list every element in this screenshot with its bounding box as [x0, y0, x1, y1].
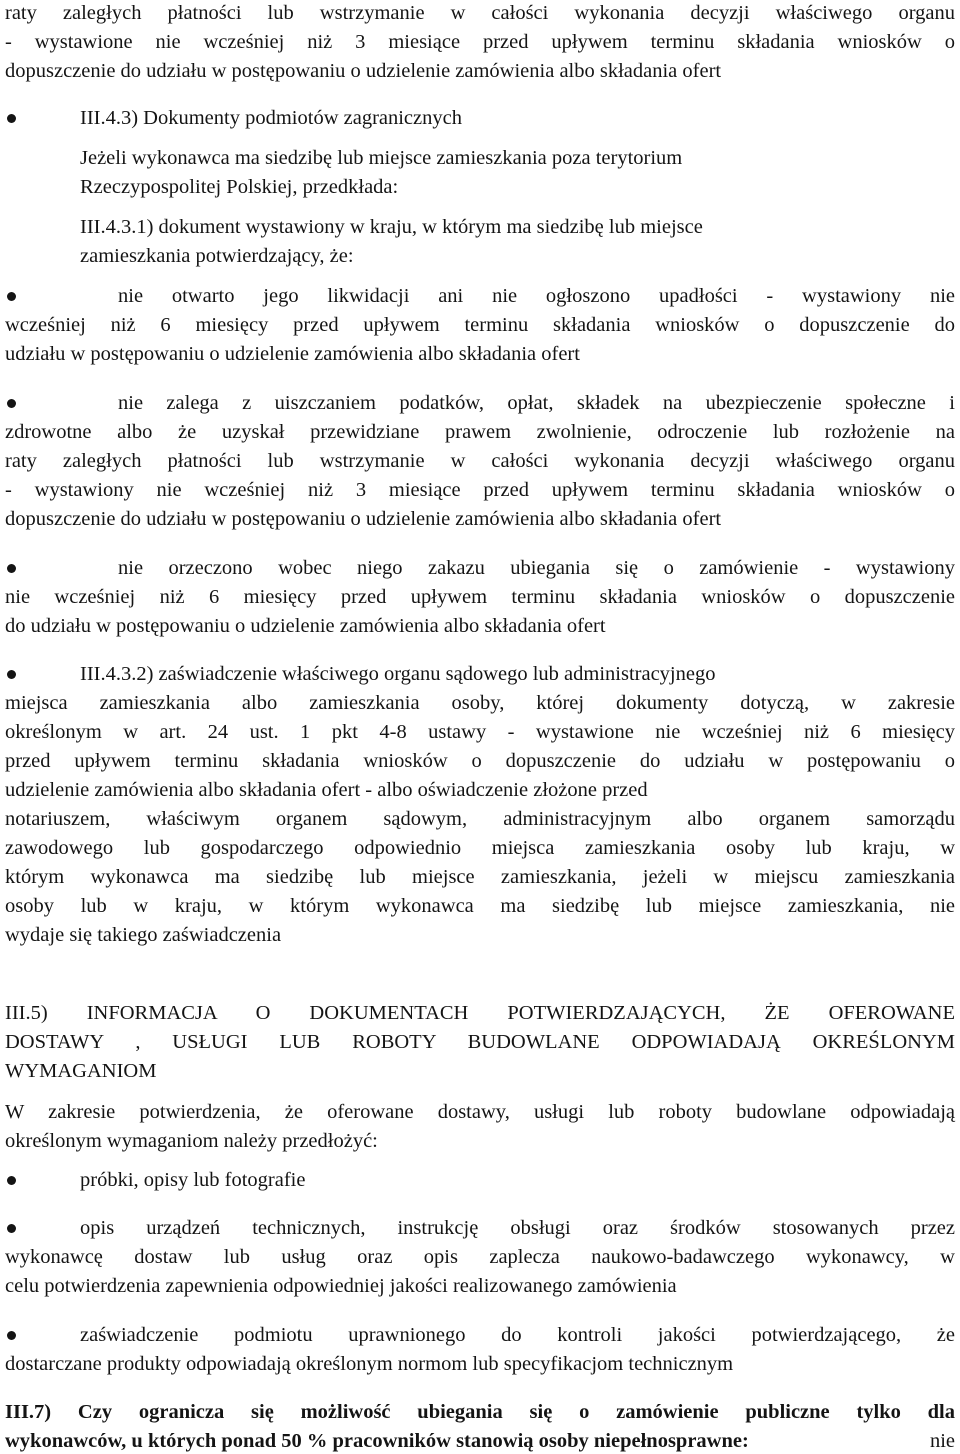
section-heading: wykonawców, u których ponad 50 % pracowników stanowią osoby niepełnosprawne:	[5, 1430, 749, 1452]
text-line: wykonawcę dostaw lub usług oraz opis zaplecza naukowo-badawczego wykonawcy, w	[5, 1246, 955, 1268]
text-line: którym wykonawca ma siedzibę lub miejsce zamieszkania, jeżeli w miejscu zamieszkania	[5, 866, 955, 888]
text-line: dopuszczenie do udziału w postępowaniu o udzielenie zamówienia albo składania ofert	[5, 508, 722, 530]
text-line: miejsca zamieszkania albo zamieszkania osoby, której dokumenty dotyczą, w zakresie	[5, 692, 955, 714]
text-line: do udziału w postępowaniu o udzielenie zamówienia albo składania ofert	[5, 615, 606, 637]
text-line: W zakresie potwierdzenia, że oferowane dostawy, usługi lub roboty budowlane odpowiadają	[5, 1101, 955, 1123]
text-line: określonym wymaganiom należy przedłożyć:	[5, 1130, 378, 1152]
text-line: dopuszczenie do udziału w postępowaniu o udzielenie zamówienia albo składania ofert	[5, 60, 722, 82]
text-line: zawodowego lub gospodarczego odpowiednio miejsca zamieszkania osoby lub kraju, w	[5, 837, 955, 859]
text-line: zdrowotne albo że uzyskał przewidziane prawem zwolnienie, odroczenie lub rozłożenie na	[5, 421, 955, 443]
list-item-first-line: zaświadczenie podmiotu uprawnionego do kontroli jakości potwierdzającego, że	[80, 1324, 955, 1346]
list-item-first-line: opis urządzeń technicznych, instrukcję obsługi oraz środków stosowanych przez	[80, 1217, 955, 1239]
section-heading: WYMAGANIOM	[5, 1060, 157, 1082]
text-line: osoby lub w kraju, w którym wykonawca ma siedzibę lub miejsce zamieszkania, nie	[5, 895, 955, 917]
bullet-icon	[7, 1176, 16, 1185]
text-line: Rzeczypospolitej Polskiej, przedkłada:	[80, 176, 399, 198]
section-heading: III.4.3) Dokumenty podmiotów zagranicznych	[80, 107, 462, 129]
text-line: nie wcześniej niż 6 miesięcy przed upływem terminu składania wniosków o dopuszczenie	[5, 586, 955, 608]
text-line: - wystawione nie wcześniej niż 3 miesiące przed upływem terminu składania wniosków o	[5, 31, 955, 53]
text-line: udziału w postępowaniu o udzielenie zamówienia albo składania ofert	[5, 343, 580, 365]
list-item-first-line: nie otwarto jego likwidacji ani nie ogłoszono upadłości - wystawiony nie	[118, 285, 955, 307]
list-item-first-line: III.4.3.2) zaświadczenie właściwego organu sądowego lub administracyjnego	[80, 663, 716, 685]
text-line: zamieszkania potwierdzający, że:	[80, 245, 354, 267]
bullet-icon	[7, 1224, 16, 1233]
list-item-first-line: próbki, opisy lub fotografie	[80, 1169, 306, 1191]
text-line: raty zaległych płatności lub wstrzymanie w całości wykonania decyzji właściwego organu	[5, 450, 955, 472]
text-line: przed upływem terminu składania wniosków o dopuszczenie do udziału w postępowaniu o	[5, 750, 955, 772]
text-line: - wystawiony nie wcześniej niż 3 miesiące przed upływem terminu składania wniosków o	[5, 479, 955, 501]
section-heading: III.5) INFORMACJA O DOKUMENTACH POTWIERDZAJĄCYCH, ŻE OFEROWANE	[5, 1002, 955, 1024]
bullet-icon	[7, 292, 16, 301]
answer-value: nie	[929, 1430, 955, 1452]
bullet-icon	[7, 564, 16, 573]
bullet-icon	[7, 670, 16, 679]
text-line: Jeżeli wykonawca ma siedzibę lub miejsce zamieszkania poza terytorium	[80, 147, 683, 169]
text-line: raty zaległych płatności lub wstrzymanie w całości wykonania decyzji właściwego organu	[5, 2, 955, 24]
bullet-icon	[7, 114, 16, 123]
text-line: określonym w art. 24 ust. 1 pkt 4-8 ustawy - wystawione nie wcześniej niż 6 miesięcy	[5, 721, 955, 743]
text-line: III.4.3.1) dokument wystawiony w kraju, w którym ma siedzibę lub miejsce	[80, 216, 703, 238]
bullet-icon	[7, 399, 16, 408]
list-item-first-line: nie orzeczono wobec niego zakazu ubiegania się o zamówienie - wystawiony	[118, 557, 955, 579]
section-heading: DOSTAWY , USŁUGI LUB ROBOTY BUDOWLANE ODPOWIADAJĄ OKREŚLONYM	[5, 1031, 955, 1053]
bullet-icon	[7, 1331, 16, 1340]
section-heading: III.7) Czy ogranicza się możliwość ubiegania się o zamówienie publiczne tylko dla	[5, 1401, 955, 1423]
text-line: celu potwierdzenia zapewnienia odpowiedniej jakości realizowanego zamówienia	[5, 1275, 677, 1297]
text-line: wcześniej niż 6 miesięcy przed upływem terminu składania wniosków o dopuszczenie do	[5, 314, 955, 336]
list-item-first-line: nie zalega z uiszczaniem podatków, opłat, składek na ubezpieczenie społeczne i	[118, 392, 955, 414]
text-line: notariuszem, właściwym organem sądowym, administracyjnym albo organem samorządu	[5, 808, 955, 830]
text-line: udzielenie zamówienia albo składania ofert - albo oświadczenie złożone przed	[5, 779, 648, 801]
text-line: dostarczane produkty odpowiadają określonym normom lub specyfikacjom technicznym	[5, 1353, 734, 1375]
text-line: wydaje się takiego zaświadczenia	[5, 924, 282, 946]
